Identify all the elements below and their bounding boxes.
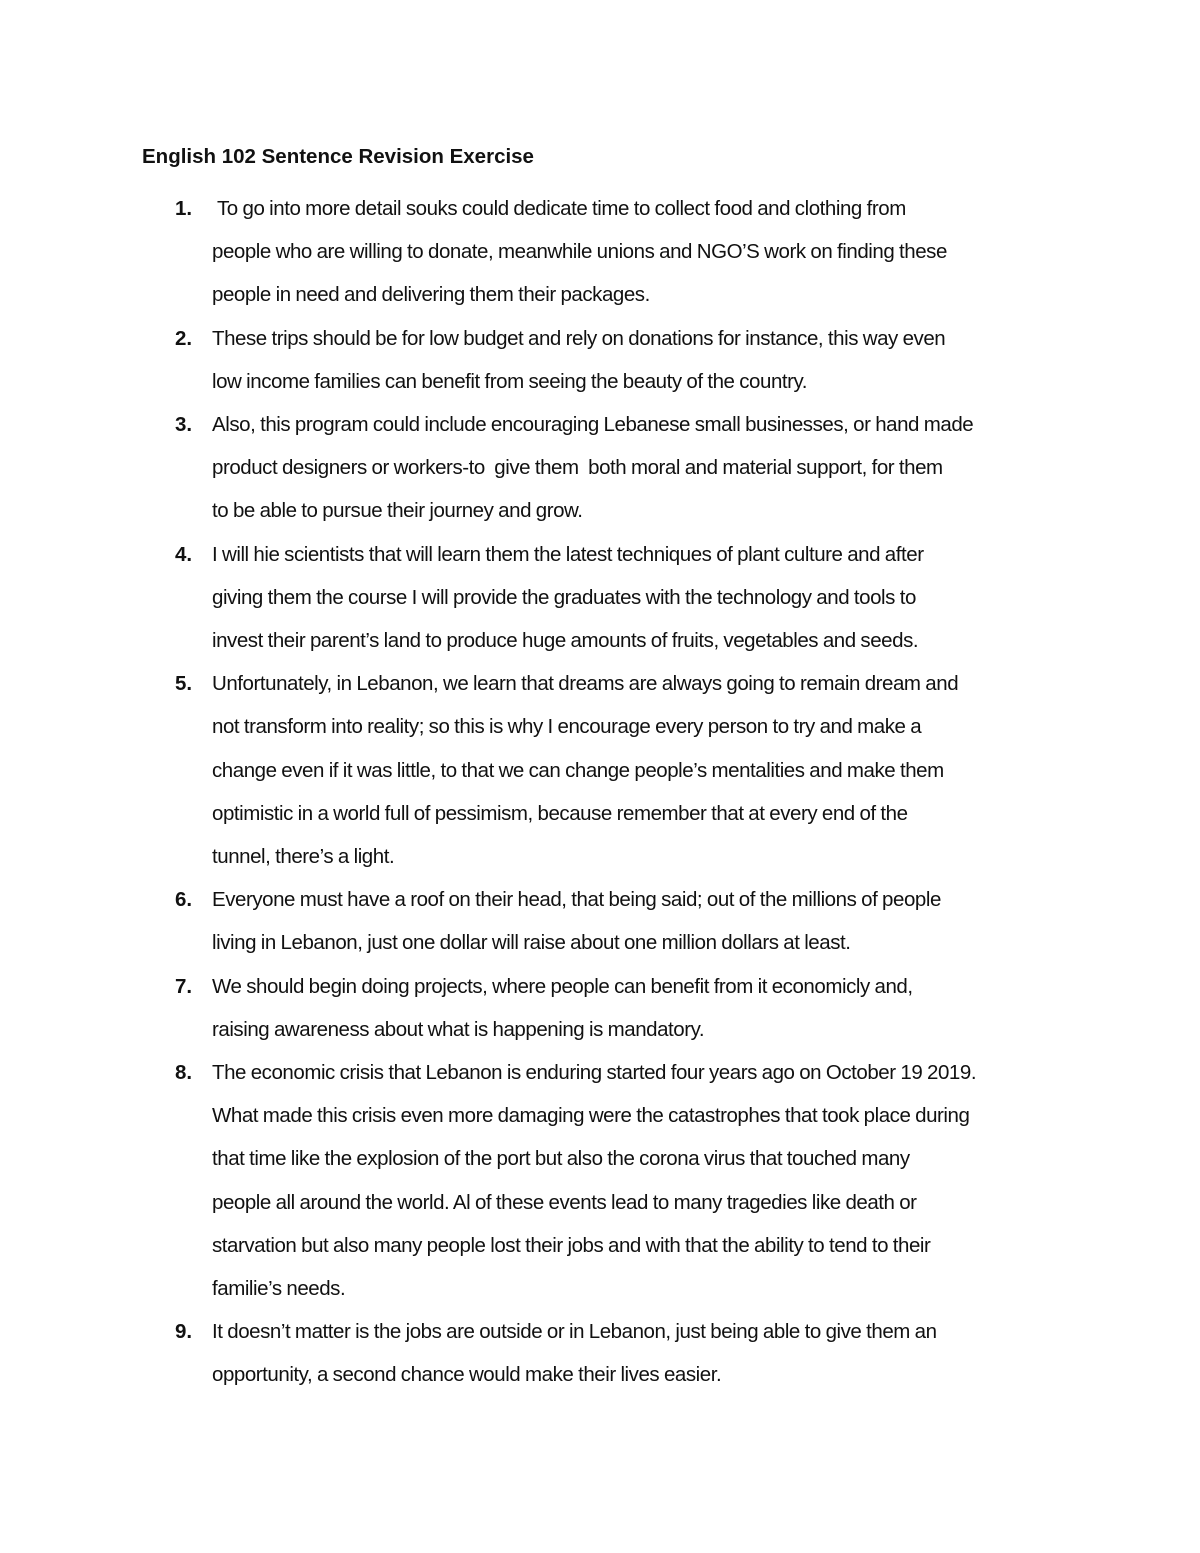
revision-list: [142, 187, 1102, 1397]
item-line: These trips should be for low budget and rely on donations for instance, this way even: [212, 326, 946, 350]
item-number: 4.: [175, 542, 193, 566]
list-item-2: [142, 317, 1102, 403]
item-line: giving them the course I will provide the graduates with the technology and tools to: [212, 585, 916, 609]
list-item-6: [142, 878, 1102, 964]
item-line: people in need and delivering them their packages.: [212, 283, 650, 307]
item-line: living in Lebanon, just one dollar will raise about one million dollars at least.: [212, 931, 851, 955]
list-item-8: [142, 1051, 1102, 1310]
item-line: change even if it was little, to that we can change people’s mentalities and make them: [212, 758, 944, 782]
item-line: invest their parent’s land to produce huge amounts of fruits, vegetables and seeds.: [212, 629, 919, 653]
list-item-5: [142, 662, 1102, 878]
item-number: 3.: [175, 413, 193, 437]
document-title: English 102 Sentence Revision Exercise: [142, 145, 534, 168]
item-line: We should begin doing projects, where people can benefit from it economicly and,: [212, 974, 913, 998]
item-line: Everyone must have a roof on their head, that being said; out of the millions of people: [212, 888, 941, 912]
item-number: 7.: [175, 974, 193, 998]
item-line: familie’s needs.: [212, 1277, 346, 1301]
item-line: that time like the explosion of the port but also the corona virus that touched many: [212, 1147, 910, 1171]
item-number: 9.: [175, 1320, 193, 1344]
list-item-3: [142, 403, 1102, 533]
item-number: 6.: [175, 888, 193, 912]
item-line: low income families can benefit from seeing the beauty of the country.: [212, 369, 808, 393]
item-line: raising awareness about what is happening is mandatory.: [212, 1017, 705, 1041]
item-line: optimistic in a world full of pessimism, because remember that at every end of the: [212, 801, 908, 825]
item-line: Also, this program could include encouraging Lebanese small businesses, or hand made: [212, 413, 974, 437]
item-line: opportunity, a second chance would make their lives easier.: [212, 1363, 722, 1387]
list-item-7: [142, 965, 1102, 1051]
item-number: 2.: [175, 326, 193, 350]
item-line: not transform into reality; so this is why I encourage every person to try and make a: [212, 715, 922, 739]
item-number: 5.: [175, 672, 193, 696]
item-line: starvation but also many people lost their jobs and with that the ability to tend to their: [212, 1233, 931, 1257]
item-line: I will hie scientists that will learn them the latest techniques of plant culture and after: [212, 542, 924, 566]
item-line: To go into more detail souks could dedicate time to collect food and clothing from: [217, 197, 906, 220]
item-line: product designers or workers-to give them both moral and material support, for them: [212, 456, 943, 480]
item-number: 8.: [175, 1061, 193, 1085]
item-line: people all around the world. Al of these events lead to many tragedies like death or: [212, 1190, 917, 1214]
item-line: What made this crisis even more damaging were the catastrophes that took place during: [212, 1104, 970, 1128]
list-item-1: [142, 187, 1102, 317]
list-item-4: [142, 533, 1102, 663]
item-number: 1.: [175, 197, 193, 220]
item-line: to be able to pursue their journey and grow.: [212, 499, 583, 523]
list-item-9: [142, 1310, 1102, 1396]
item-line: people who are willing to donate, meanwhile unions and NGO’S work on finding these: [212, 240, 947, 264]
item-line: The economic crisis that Lebanon is enduring started four years ago on October 19 2019.: [212, 1061, 977, 1085]
item-line: tunnel, there’s a light.: [212, 845, 395, 869]
item-line: Unfortunately, in Lebanon, we learn that dreams are always going to remain dream and: [212, 672, 959, 696]
item-line: It doesn’t matter is the jobs are outside or in Lebanon, just being able to give them an: [212, 1320, 937, 1344]
